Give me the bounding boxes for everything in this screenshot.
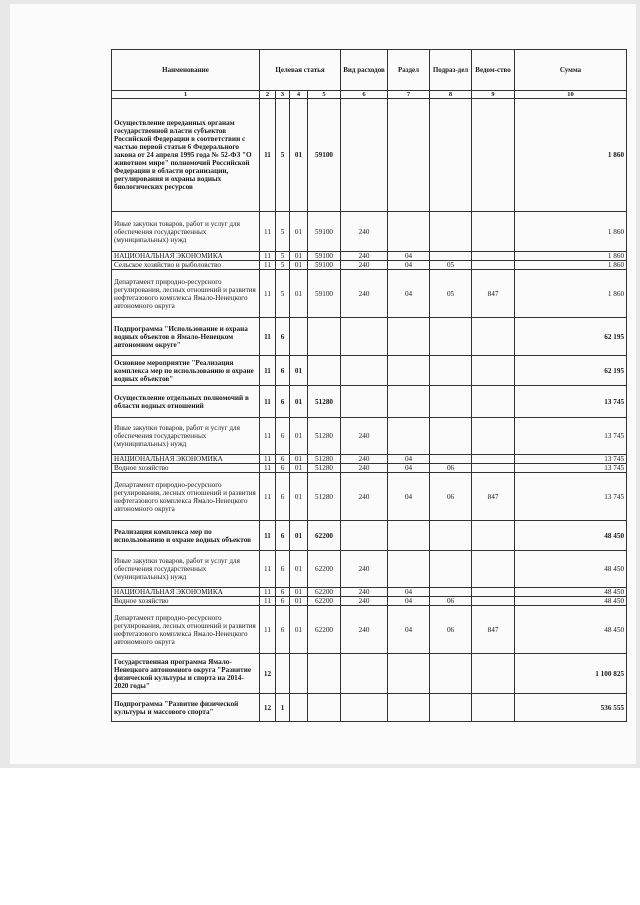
cell-razdel: 04	[388, 464, 430, 473]
table-row	[112, 606, 627, 654]
cell-podrazdel	[430, 694, 472, 722]
cell-summa: 13 745	[515, 464, 627, 473]
budget-table	[111, 49, 627, 722]
target-code-2: 11	[260, 551, 276, 588]
cell-vid	[341, 694, 388, 722]
row-name: НАЦИОНАЛЬНАЯ ЭКОНОМИКА	[112, 588, 260, 597]
cell-razdel	[388, 99, 430, 212]
cell-vid	[341, 386, 388, 418]
target-code-5	[308, 694, 341, 722]
target-code-5: 59100	[308, 270, 341, 318]
cell-vedomstvo	[472, 588, 515, 597]
row-name: НАЦИОНАЛЬНАЯ ЭКОНОМИКА	[112, 252, 260, 261]
cell-vedomstvo	[472, 464, 515, 473]
cell-vid	[341, 318, 388, 356]
target-code-2: 11	[260, 606, 276, 654]
target-code-3: 5	[276, 252, 290, 261]
target-code-4	[290, 694, 308, 722]
target-code-2: 11	[260, 318, 276, 356]
target-code-2: 11	[260, 252, 276, 261]
row-name: Подпрограмма "Развитие физической культуры и массового спорта"	[112, 694, 260, 722]
cell-vid: 240	[341, 551, 388, 588]
header-podrazdel: Подраз-дел	[430, 50, 472, 91]
cell-podrazdel	[430, 318, 472, 356]
col-number: 6	[341, 91, 388, 99]
header-name: Наименование	[112, 50, 260, 91]
table-row	[112, 252, 627, 261]
row-name: Иные закупки товаров, работ и услуг для обеспечения государственных (муниципальных) нужд	[112, 418, 260, 455]
target-code-5: 62200	[308, 521, 341, 551]
cell-vedomstvo	[472, 597, 515, 606]
target-code-2: 11	[260, 356, 276, 386]
cell-razdel: 04	[388, 270, 430, 318]
target-code-3: 6	[276, 464, 290, 473]
cell-razdel	[388, 318, 430, 356]
cell-razdel	[388, 551, 430, 588]
cell-summa: 1 860	[515, 212, 627, 252]
cell-razdel: 04	[388, 261, 430, 270]
target-code-5	[308, 356, 341, 386]
target-code-3: 6	[276, 473, 290, 521]
target-code-5: 62200	[308, 551, 341, 588]
cell-vid: 240	[341, 464, 388, 473]
target-code-5: 51280	[308, 473, 341, 521]
cell-summa: 13 745	[515, 386, 627, 418]
cell-podrazdel	[430, 455, 472, 464]
table-row	[112, 694, 627, 722]
target-code-4: 01	[290, 551, 308, 588]
cell-podrazdel	[430, 99, 472, 212]
target-code-4: 01	[290, 464, 308, 473]
cell-vid	[341, 99, 388, 212]
cell-razdel: 04	[388, 252, 430, 261]
cell-vedomstvo	[472, 99, 515, 212]
cell-vid: 240	[341, 606, 388, 654]
cell-razdel	[388, 418, 430, 455]
target-code-2: 11	[260, 261, 276, 270]
target-code-5: 51280	[308, 386, 341, 418]
target-code-3: 6	[276, 521, 290, 551]
col-number: 1	[112, 91, 260, 99]
target-code-2: 11	[260, 473, 276, 521]
cell-razdel	[388, 386, 430, 418]
target-code-4: 01	[290, 418, 308, 455]
cell-vedomstvo	[472, 212, 515, 252]
cell-podrazdel	[430, 386, 472, 418]
header-vedomstvo: Ведом-ство	[472, 50, 515, 91]
cell-summa: 48 450	[515, 588, 627, 597]
table-row	[112, 386, 627, 418]
cell-podrazdel	[430, 212, 472, 252]
cell-podrazdel	[430, 588, 472, 597]
cell-razdel: 04	[388, 597, 430, 606]
cell-vedomstvo	[472, 261, 515, 270]
cell-summa: 48 450	[515, 551, 627, 588]
target-code-2: 11	[260, 464, 276, 473]
target-code-4: 01	[290, 212, 308, 252]
target-code-3: 6	[276, 551, 290, 588]
cell-vedomstvo	[472, 551, 515, 588]
cell-vedomstvo	[472, 654, 515, 694]
header-razdel: Раздел	[388, 50, 430, 91]
cell-vid: 240	[341, 252, 388, 261]
target-code-5: 62200	[308, 606, 341, 654]
cell-vedomstvo	[472, 318, 515, 356]
target-code-3: 6	[276, 318, 290, 356]
cell-razdel: 04	[388, 588, 430, 597]
cell-vid: 240	[341, 473, 388, 521]
target-code-5: 62200	[308, 597, 341, 606]
col-number: 2	[260, 91, 276, 99]
target-code-5: 59100	[308, 99, 341, 212]
cell-summa: 536 555	[515, 694, 627, 722]
row-name: Департамент природно-ресурсного регулирования, лесных отношений и развития нефтегазового комплекса Ямало-Ненецкого автономного округа	[112, 473, 260, 521]
cell-vedomstvo: 847	[472, 473, 515, 521]
row-name: Сельское хозяйство и рыболовство	[112, 261, 260, 270]
cell-podrazdel	[430, 356, 472, 386]
target-code-4: 01	[290, 455, 308, 464]
target-code-5: 59100	[308, 252, 341, 261]
col-number: 9	[472, 91, 515, 99]
col-number: 5	[308, 91, 341, 99]
col-number: 8	[430, 91, 472, 99]
row-name: Водное хозяйство	[112, 464, 260, 473]
cell-summa: 1 860	[515, 99, 627, 212]
cell-summa: 62 195	[515, 318, 627, 356]
cell-vid: 240	[341, 212, 388, 252]
row-name: Реализация комплекса мер по использованию и охране водных объектов	[112, 521, 260, 551]
target-code-4	[290, 654, 308, 694]
target-code-3: 6	[276, 606, 290, 654]
row-name: Осуществление переданных органам государственной власти субъектов Российской Федерации в соответствии с частью первой статьи 6 Федерального закона от 24 апреля 1995 года № 52-ФЗ "О животном мире" полномочий Российской Федерации в области организации, регулирования и охраны водных биологических ресурсов	[112, 99, 260, 212]
target-code-3: 5	[276, 270, 290, 318]
row-name: Иные закупки товаров, работ и услуг для обеспечения государственных (муниципальных) нужд	[112, 212, 260, 252]
table-row	[112, 455, 627, 464]
row-name: Подпрограмма "Использование и охрана водных объектов в Ямало-Ненецком автономном округе"	[112, 318, 260, 356]
cell-summa: 1 860	[515, 270, 627, 318]
table-row	[112, 597, 627, 606]
header-target: Целевая статья	[260, 50, 341, 91]
cell-vid: 240	[341, 261, 388, 270]
cell-razdel	[388, 356, 430, 386]
col-number: 3	[276, 91, 290, 99]
target-code-4: 01	[290, 270, 308, 318]
cell-vid: 240	[341, 455, 388, 464]
target-code-2: 11	[260, 99, 276, 212]
cell-vid: 240	[341, 418, 388, 455]
target-code-3: 6	[276, 386, 290, 418]
cell-razdel	[388, 212, 430, 252]
cell-vedomstvo	[472, 386, 515, 418]
target-code-2: 12	[260, 654, 276, 694]
cell-razdel	[388, 694, 430, 722]
cell-vid: 240	[341, 270, 388, 318]
target-code-2: 11	[260, 597, 276, 606]
target-code-5: 59100	[308, 261, 341, 270]
row-name: Государственная программа Ямало-Ненецкого автономного округа "Развитие физической культуры и спорта на 2014-2020 годы"	[112, 654, 260, 694]
target-code-5: 59100	[308, 212, 341, 252]
cell-summa: 13 745	[515, 473, 627, 521]
cell-vid	[341, 521, 388, 551]
cell-podrazdel: 05	[430, 270, 472, 318]
table-row	[112, 212, 627, 252]
target-code-5: 62200	[308, 588, 341, 597]
row-name: Осуществление отдельных полномочий в области водных отношений	[112, 386, 260, 418]
target-code-3: 5	[276, 99, 290, 212]
cell-podrazdel: 05	[430, 261, 472, 270]
row-name: НАЦИОНАЛЬНАЯ ЭКОНОМИКА	[112, 455, 260, 464]
cell-podrazdel	[430, 551, 472, 588]
cell-vedomstvo: 847	[472, 270, 515, 318]
target-code-2: 11	[260, 212, 276, 252]
cell-podrazdel: 06	[430, 606, 472, 654]
target-code-4: 01	[290, 597, 308, 606]
target-code-2: 11	[260, 270, 276, 318]
cell-podrazdel	[430, 654, 472, 694]
target-code-4: 01	[290, 252, 308, 261]
cell-vid	[341, 654, 388, 694]
col-number: 4	[290, 91, 308, 99]
cell-vid: 240	[341, 588, 388, 597]
cell-vedomstvo: 847	[472, 606, 515, 654]
target-code-4: 01	[290, 261, 308, 270]
target-code-2: 11	[260, 455, 276, 464]
table-row	[112, 318, 627, 356]
header-summa: Сумма	[515, 50, 627, 91]
target-code-5: 51280	[308, 464, 341, 473]
cell-podrazdel	[430, 418, 472, 455]
target-code-5: 51280	[308, 455, 341, 464]
target-code-2: 11	[260, 521, 276, 551]
cell-razdel: 04	[388, 606, 430, 654]
cell-vedomstvo	[472, 418, 515, 455]
cell-podrazdel	[430, 252, 472, 261]
table-row	[112, 654, 627, 694]
table-row	[112, 270, 627, 318]
cell-podrazdel	[430, 521, 472, 551]
target-code-2: 11	[260, 386, 276, 418]
table-row	[112, 551, 627, 588]
cell-summa: 13 745	[515, 455, 627, 464]
cell-podrazdel: 06	[430, 597, 472, 606]
target-code-3: 6	[276, 455, 290, 464]
target-code-4: 01	[290, 356, 308, 386]
row-name: Водное хозяйство	[112, 597, 260, 606]
cell-razdel: 04	[388, 473, 430, 521]
cell-vedomstvo	[472, 521, 515, 551]
target-code-4: 01	[290, 521, 308, 551]
target-code-4: 01	[290, 473, 308, 521]
cell-vedomstvo	[472, 455, 515, 464]
target-code-3: 5	[276, 261, 290, 270]
target-code-4	[290, 318, 308, 356]
col-number: 7	[388, 91, 430, 99]
target-code-5	[308, 654, 341, 694]
target-code-3: 6	[276, 597, 290, 606]
cell-vedomstvo	[472, 252, 515, 261]
column-number-row	[112, 91, 627, 99]
target-code-5: 51280	[308, 418, 341, 455]
table-row	[112, 464, 627, 473]
cell-summa: 13 745	[515, 418, 627, 455]
cell-summa: 1 100 825	[515, 654, 627, 694]
cell-summa: 48 450	[515, 597, 627, 606]
table-row	[112, 521, 627, 551]
cell-vid	[341, 356, 388, 386]
target-code-3	[276, 654, 290, 694]
target-code-2: 12	[260, 694, 276, 722]
row-name: Основное мероприятие "Реализация комплекса мер по использованию и охране водных объектов"	[112, 356, 260, 386]
cell-summa: 1 860	[515, 252, 627, 261]
cell-summa: 1 860	[515, 261, 627, 270]
header-vid: Вид расходов	[341, 50, 388, 91]
cell-summa: 62 195	[515, 356, 627, 386]
target-code-3: 6	[276, 418, 290, 455]
table-row	[112, 261, 627, 270]
target-code-3: 1	[276, 694, 290, 722]
cell-razdel: 04	[388, 455, 430, 464]
target-code-4: 01	[290, 588, 308, 597]
target-code-3: 5	[276, 212, 290, 252]
cell-razdel	[388, 521, 430, 551]
target-code-4: 01	[290, 99, 308, 212]
table-row	[112, 356, 627, 386]
cell-vid: 240	[341, 597, 388, 606]
target-code-2: 11	[260, 418, 276, 455]
target-code-4: 01	[290, 606, 308, 654]
header-row	[112, 50, 627, 91]
target-code-3: 6	[276, 588, 290, 597]
cell-razdel	[388, 654, 430, 694]
cell-podrazdel: 06	[430, 464, 472, 473]
table-row	[112, 99, 627, 212]
cell-podrazdel: 06	[430, 473, 472, 521]
cell-summa: 48 450	[515, 606, 627, 654]
table-row	[112, 418, 627, 455]
row-name: Департамент природно-ресурсного регулирования, лесных отношений и развития нефтегазового комплекса Ямало-Ненецкого автономного округа	[112, 606, 260, 654]
row-name: Иные закупки товаров, работ и услуг для обеспечения государственных (муниципальных) нужд	[112, 551, 260, 588]
target-code-4: 01	[290, 386, 308, 418]
col-number: 10	[515, 91, 627, 99]
cell-summa: 48 450	[515, 521, 627, 551]
target-code-2: 11	[260, 588, 276, 597]
cell-vedomstvo	[472, 356, 515, 386]
table-row	[112, 473, 627, 521]
target-code-5	[308, 318, 341, 356]
target-code-3: 6	[276, 356, 290, 386]
row-name: Департамент природно-ресурсного регулирования, лесных отношений и развития нефтегазового комплекса Ямало-Ненецкого автономного округа	[112, 270, 260, 318]
cell-vedomstvo	[472, 694, 515, 722]
table-row	[112, 588, 627, 597]
